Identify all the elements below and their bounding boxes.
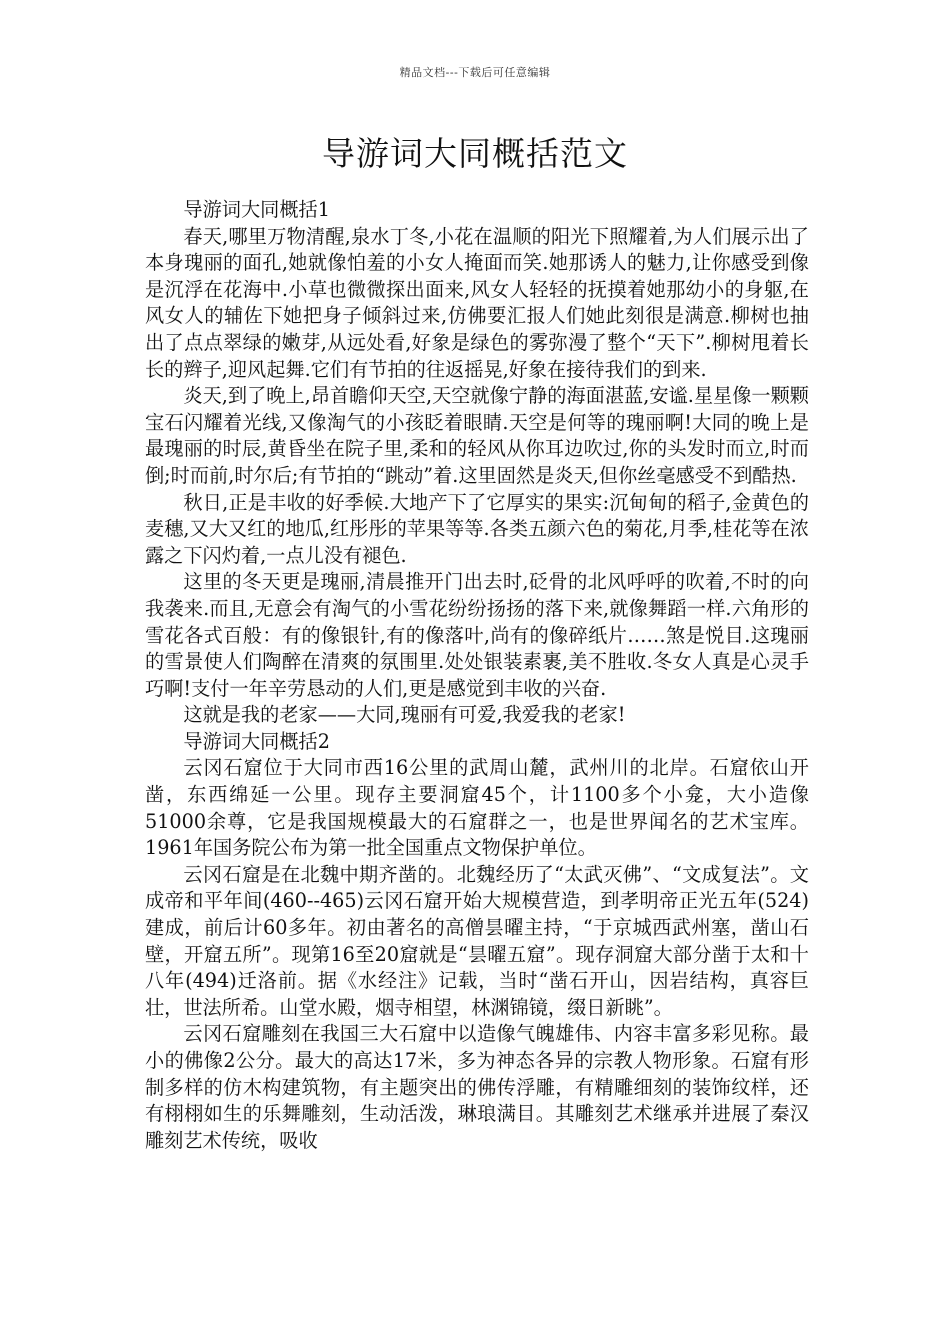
paragraph: 云冈石窟位于大同市西16公里的武周山麓，武州川的北岸。石窟依山开凿，东西绵延一公里。现存主要洞窟45个，计1100多个小龛，大小造像51000余尊，它是我国规模最大的石窟群之一，也是世界闻名的艺术宝库。1961年国务院公布为第一批全国重点文物保护单位。 [145, 756, 809, 860]
paragraph: 这就是我的老家——大同,瑰丽有可爱,我爱我的老家! [183, 703, 626, 727]
paragraph: 云冈石窟是在北魏中期齐凿的。北魏经历了“太武灭佛”、“文成复法”。文成帝和平年间(460--465)云冈石窟开始大规模营造，到孝明帝正光五年(524)建成，前后计60多年。初由著名的高僧昙曜主持，“于京城西武州塞，凿山石壁，开窟五所”。现第16至20窟就是“昙曜五窟”。现存洞窟大部分凿于太和十八年(494)迁洛前。据《水经注》记载，当时“凿石开山，因岩结构，真容巨壮，世法所希。山堂水殿，烟寺相望，林渊锦镜，缀日新眺”。 [145, 862, 809, 1019]
paragraph: 云冈石窟雕刻在我国三大石窟中以造像气魄雄伟、内容丰富多彩见称。最小的佛像2公分。最大的高达17米，多为神态各异的宗教人物形象。石窟有形制多样的仿木构建筑物，有主题突出的佛传浮雕，有精雕细刻的装饰纹样，还有栩栩如生的乐舞雕刻，生动活泼，琳琅满目。其雕刻艺术继承并进展了秦汉雕刻艺术传统，吸收 [145, 1022, 809, 1152]
paragraph: 春天,哪里万物清醒,泉水丁冬,小花在温顺的阳光下照耀着,为人们展示出了本身瑰丽的面孔,她就像怕羞的小女人掩面而笑.她那诱人的魅力,让你感受到像是沉浮在花海中.小草也微微探出面来,风女人轻轻的抚摸着她那幼小的身躯,在风女人的辅佐下她把身子倾斜过来,仿佛要汇报人们她此刻很是满意.柳树也抽出了点点翠绿的嫩芽,从远处看,好象是绿色的雾弥漫了整个“天下”.柳树甩着长长的辫子,迎风起舞.它们有节拍的往返摇晃,好象在接待我们的到来. [145, 224, 809, 381]
paragraph: 炎天,到了晚上,昂首瞻仰天空,天空就像宁静的海面湛蓝,安谧.星星像一颗颗宝石闪耀着光线,又像淘气的小孩眨着眼睛.天空是何等的瑰丽啊!大同的晚上是最瑰丽的时辰,黄昏坐在院子里,柔和的轻风从你耳边吹过,你的头发时而立,时而倒;时而前,时尔后;有节拍的“跳动”着.这里固然是炎天,但你丝毫感受不到酷热. [145, 384, 809, 487]
paragraph: 秋日,正是丰收的好季候.大地产下了它厚实的果实:沉甸甸的稻子,金黄色的麦穗,又大又红的地瓜,红彤彤的苹果等等.各类五颜六色的菊花,月季,桂花等在浓露之下闪灼着,一点儿没有褪色. [145, 490, 809, 567]
document-body [145, 197, 809, 1154]
section-heading: 导游词大同概括1 [183, 198, 330, 221]
page-title: 导游词大同概括范文 [322, 134, 628, 173]
paragraph: 这里的冬天更是瑰丽,清晨推开门出去时,砭骨的北风呼呼的吹着,不时的向我袭来.而且,无意会有淘气的小雪花纷纷扬扬的落下来,就像舞蹈一样.六角形的雪花各式百般：有的像银针,有的像落叶,尚有的像碎纸片……煞是悦目.这瑰丽的雪景使人们陶醉在清爽的氛围里.处处银装素裹,美不胜收.冬女人真是心灵手巧啊!支付一年辛劳恳动的人们,更是感觉到丰收的兴奋. [145, 570, 809, 700]
section-heading: 导游词大同概括2 [183, 729, 330, 753]
header-note: 精品文档---下载后可任意编辑 [399, 66, 551, 79]
